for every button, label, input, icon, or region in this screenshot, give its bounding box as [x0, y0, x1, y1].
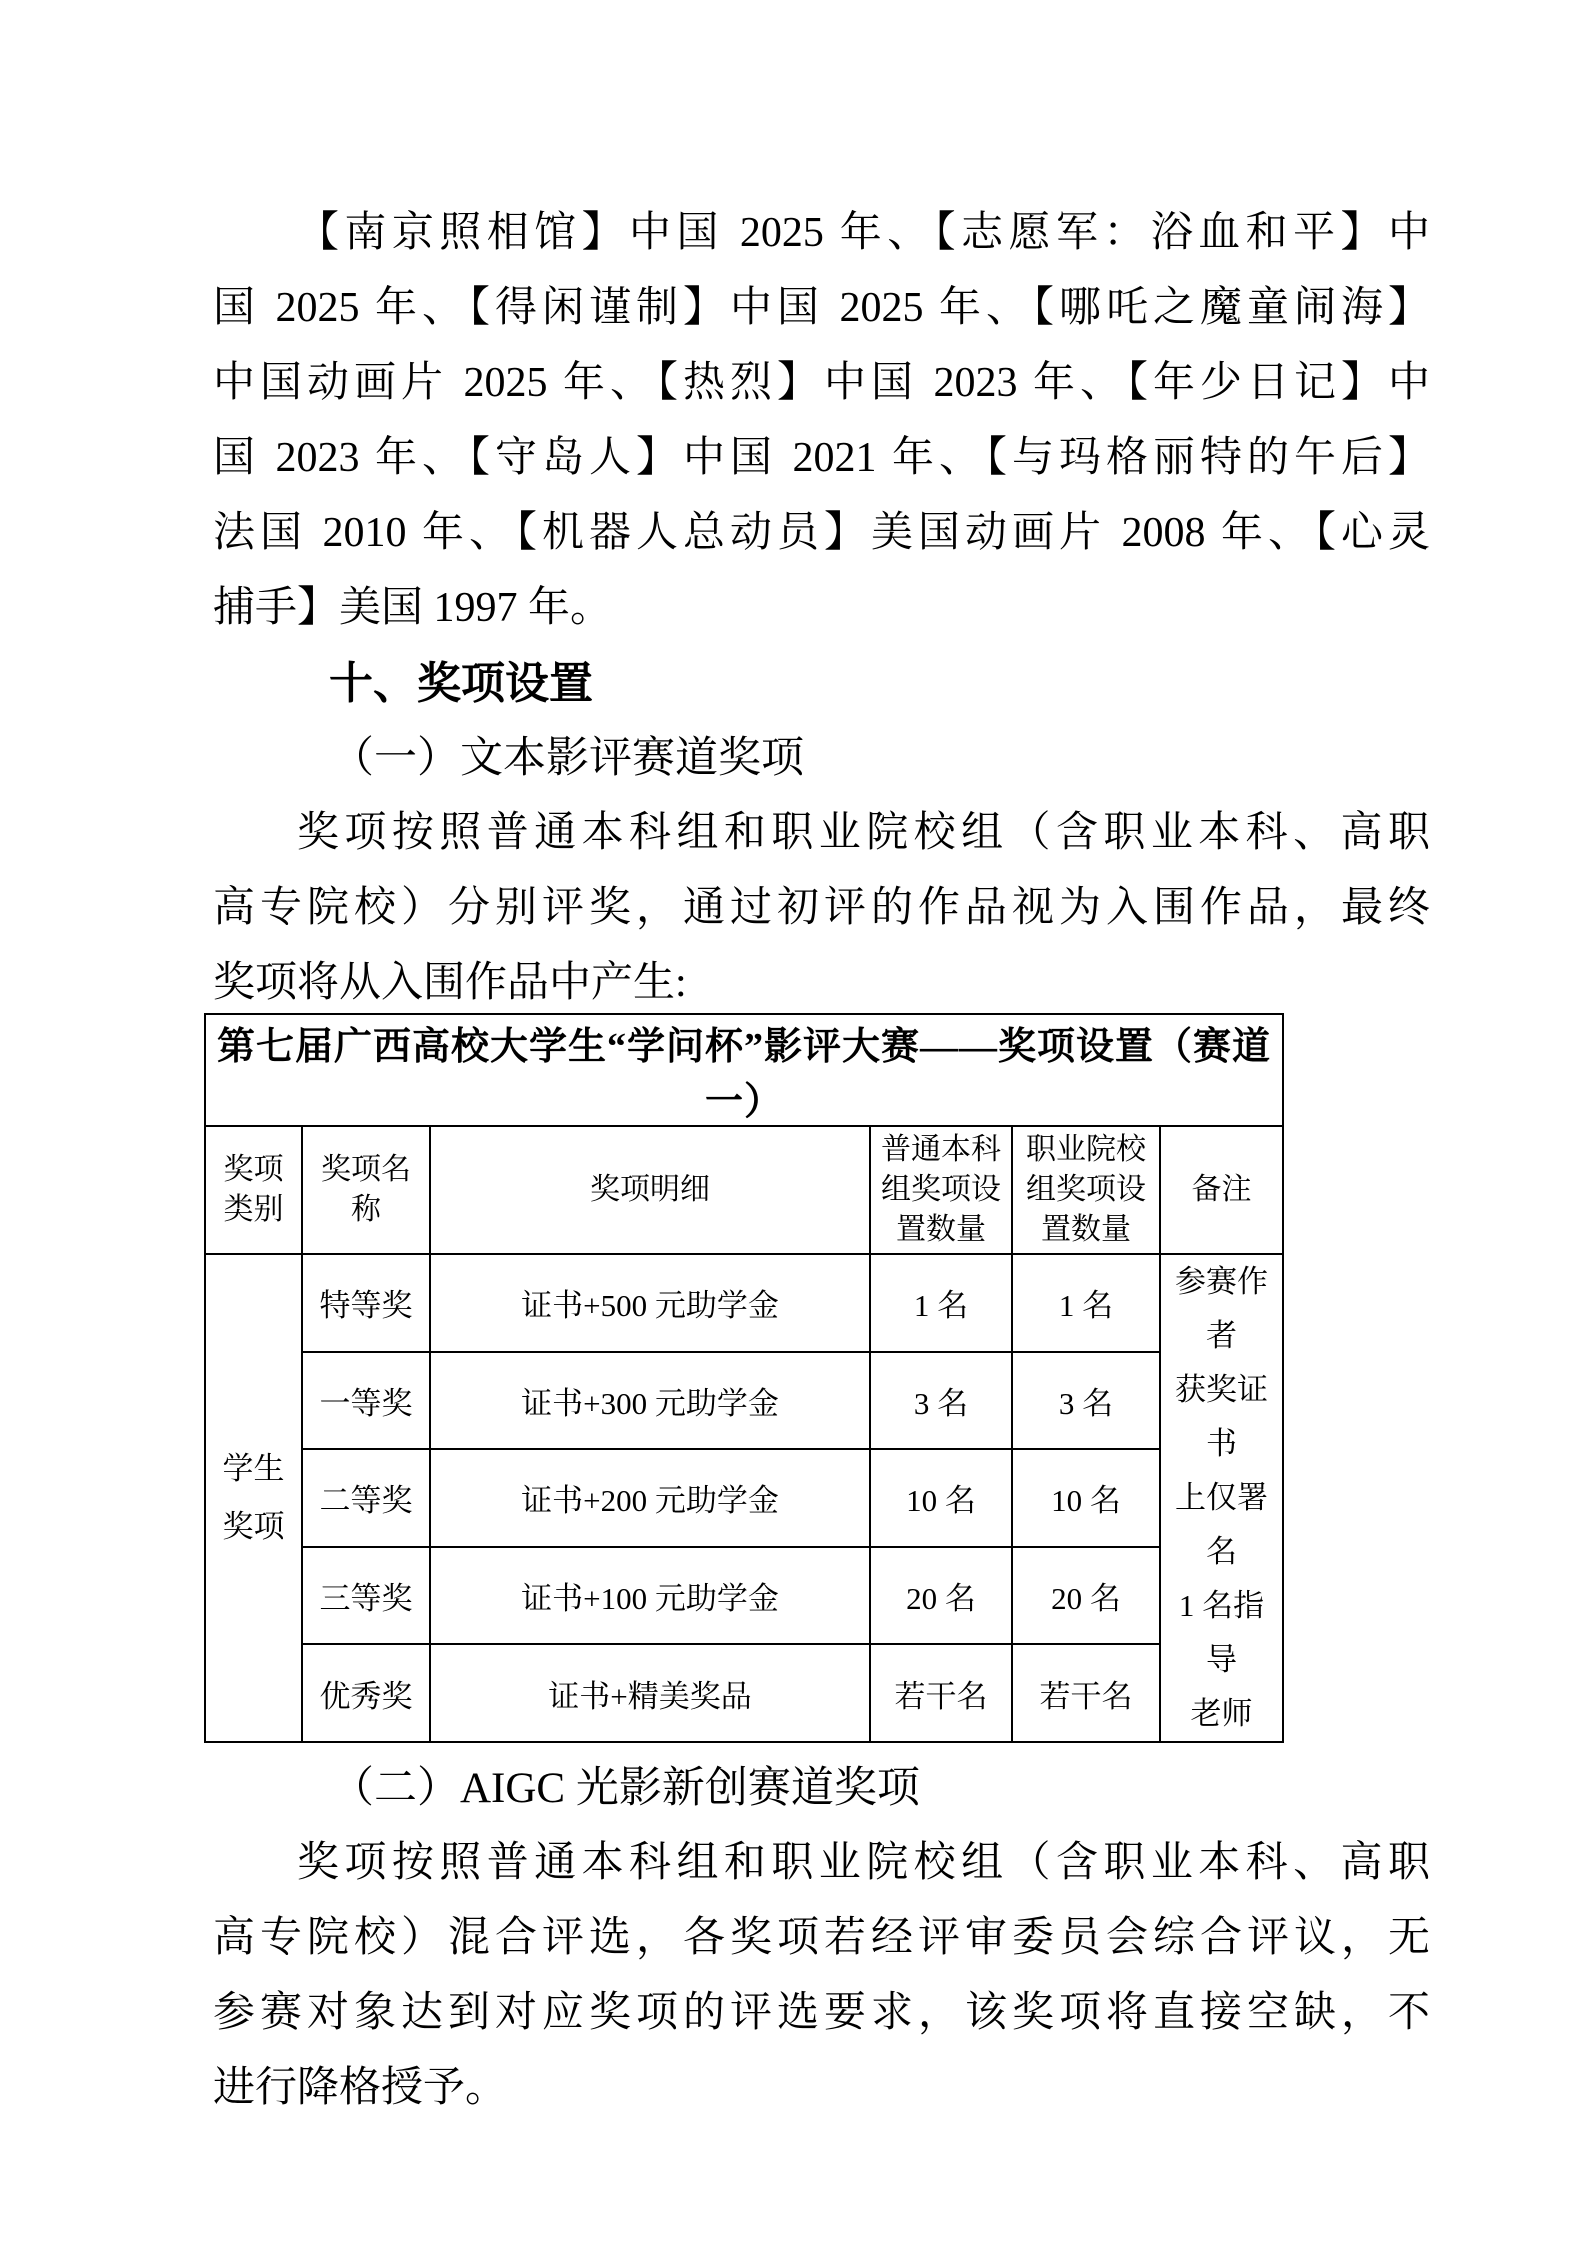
paragraph-track2-rules: [213, 1826, 1430, 2126]
awards-table: [204, 1013, 1284, 1743]
cell-regular-count: 20 名: [870, 1547, 1012, 1645]
paragraph-line: 捕手】美国 1997 年。: [213, 585, 613, 631]
cell-award-detail: 证书+精美奖品: [430, 1644, 870, 1742]
cell-vocational-count: 若干名: [1012, 1644, 1160, 1742]
paragraph-track1-rules: [213, 796, 1430, 1021]
cell-vocational-count: 1 名: [1012, 1254, 1160, 1352]
cell-award-name: 三等奖: [302, 1547, 430, 1645]
cell-vocational-count: 3 名: [1012, 1352, 1160, 1450]
table-row: [205, 1352, 1283, 1450]
cell-award-detail: 证书+200 元助学金: [430, 1449, 870, 1547]
paragraph-line: 国 2025 年、【得闲谨制】中国 2025 年、【哪吒之魔童闹海】: [213, 285, 1430, 331]
remark-line: 老师: [1190, 1696, 1253, 1731]
paragraph-line: 奖项按照普通本科组和职业院校组（含职业本科、高职: [297, 1840, 1430, 1886]
remark-line: 参赛作者: [1175, 1264, 1269, 1353]
cell-vocational-count: 10 名: [1012, 1449, 1160, 1547]
col-header-award-name: 奖项名称: [302, 1126, 430, 1254]
paragraph-line: 中国动画片 2025 年、【热烈】中国 2023 年、【年少日记】中: [213, 360, 1430, 406]
col-header-remark: 备注: [1160, 1126, 1283, 1254]
subsection-heading-track2: （二）AIGC 光影新创赛道奖项: [331, 1765, 920, 1812]
table-row: [205, 1254, 1283, 1352]
table-title-row: [205, 1014, 1283, 1126]
cell-award-name: 一等奖: [302, 1352, 430, 1450]
paragraph-line: 【南京照相馆】中国 2025 年、【志愿军：浴血和平】中: [297, 210, 1430, 256]
remark-line: 1 名指导: [1178, 1588, 1265, 1677]
table-title: 第七届广西高校大学生“学问杯”影评大赛——奖项设置（赛道一）: [205, 1014, 1283, 1126]
table-header-row: [205, 1126, 1283, 1254]
remark-line: 上仅署名: [1175, 1480, 1269, 1569]
cell-remark: [1160, 1254, 1283, 1742]
paragraph-line: 奖项按照普通本科组和职业院校组（含职业本科、高职: [297, 810, 1430, 856]
table-row: [205, 1644, 1283, 1742]
paragraph-film-list: [213, 196, 1430, 646]
cell-award-name: 特等奖: [302, 1254, 430, 1352]
cell-regular-count: 3 名: [870, 1352, 1012, 1450]
cell-regular-count: 若干名: [870, 1644, 1012, 1742]
cell-award-name: 优秀奖: [302, 1644, 430, 1742]
cell-regular-count: 1 名: [870, 1254, 1012, 1352]
cell-award-name: 二等奖: [302, 1449, 430, 1547]
paragraph-line: 高专院校）分别评奖，通过初评的作品视为入围作品，最终: [213, 885, 1430, 931]
cell-award-detail: 证书+500 元助学金: [430, 1254, 870, 1352]
subsection-heading-track1: （一）文本影评赛道奖项: [331, 735, 804, 782]
remark-line: 获奖证书: [1175, 1372, 1269, 1461]
section-heading-awards: 十、奖项设置: [329, 659, 593, 708]
paragraph-line: 进行降格授予。: [213, 2065, 508, 2111]
paragraph-line: 高专院校）混合评选，各奖项若经评审委员会综合评议，无: [213, 1915, 1430, 1961]
paragraph-line: 国 2023 年、【守岛人】中国 2021 年、【与玛格丽特的午后】: [213, 435, 1430, 481]
table-row: [205, 1449, 1283, 1547]
col-header-award-detail: 奖项明细: [430, 1126, 870, 1254]
col-header-award-category: 奖项类别: [205, 1126, 302, 1254]
table-row: [205, 1547, 1283, 1645]
cell-award-detail: 证书+300 元助学金: [430, 1352, 870, 1450]
col-header-vocational-count: 职业院校组奖项设置数量: [1012, 1126, 1160, 1254]
cell-award-detail: 证书+100 元助学金: [430, 1547, 870, 1645]
cell-vocational-count: 20 名: [1012, 1547, 1160, 1645]
cell-regular-count: 10 名: [870, 1449, 1012, 1547]
paragraph-line: 法国 2010 年、【机器人总动员】美国动画片 2008 年、【心灵: [213, 510, 1430, 556]
paragraph-line: 参赛对象达到对应奖项的评选要求，该奖项将直接空缺，不: [213, 1990, 1430, 2036]
col-header-regular-count: 普通本科组奖项设置数量: [870, 1126, 1012, 1254]
cell-category: 学生奖项: [205, 1254, 302, 1742]
paragraph-line: 奖项将从入围作品中产生:: [213, 960, 687, 1006]
